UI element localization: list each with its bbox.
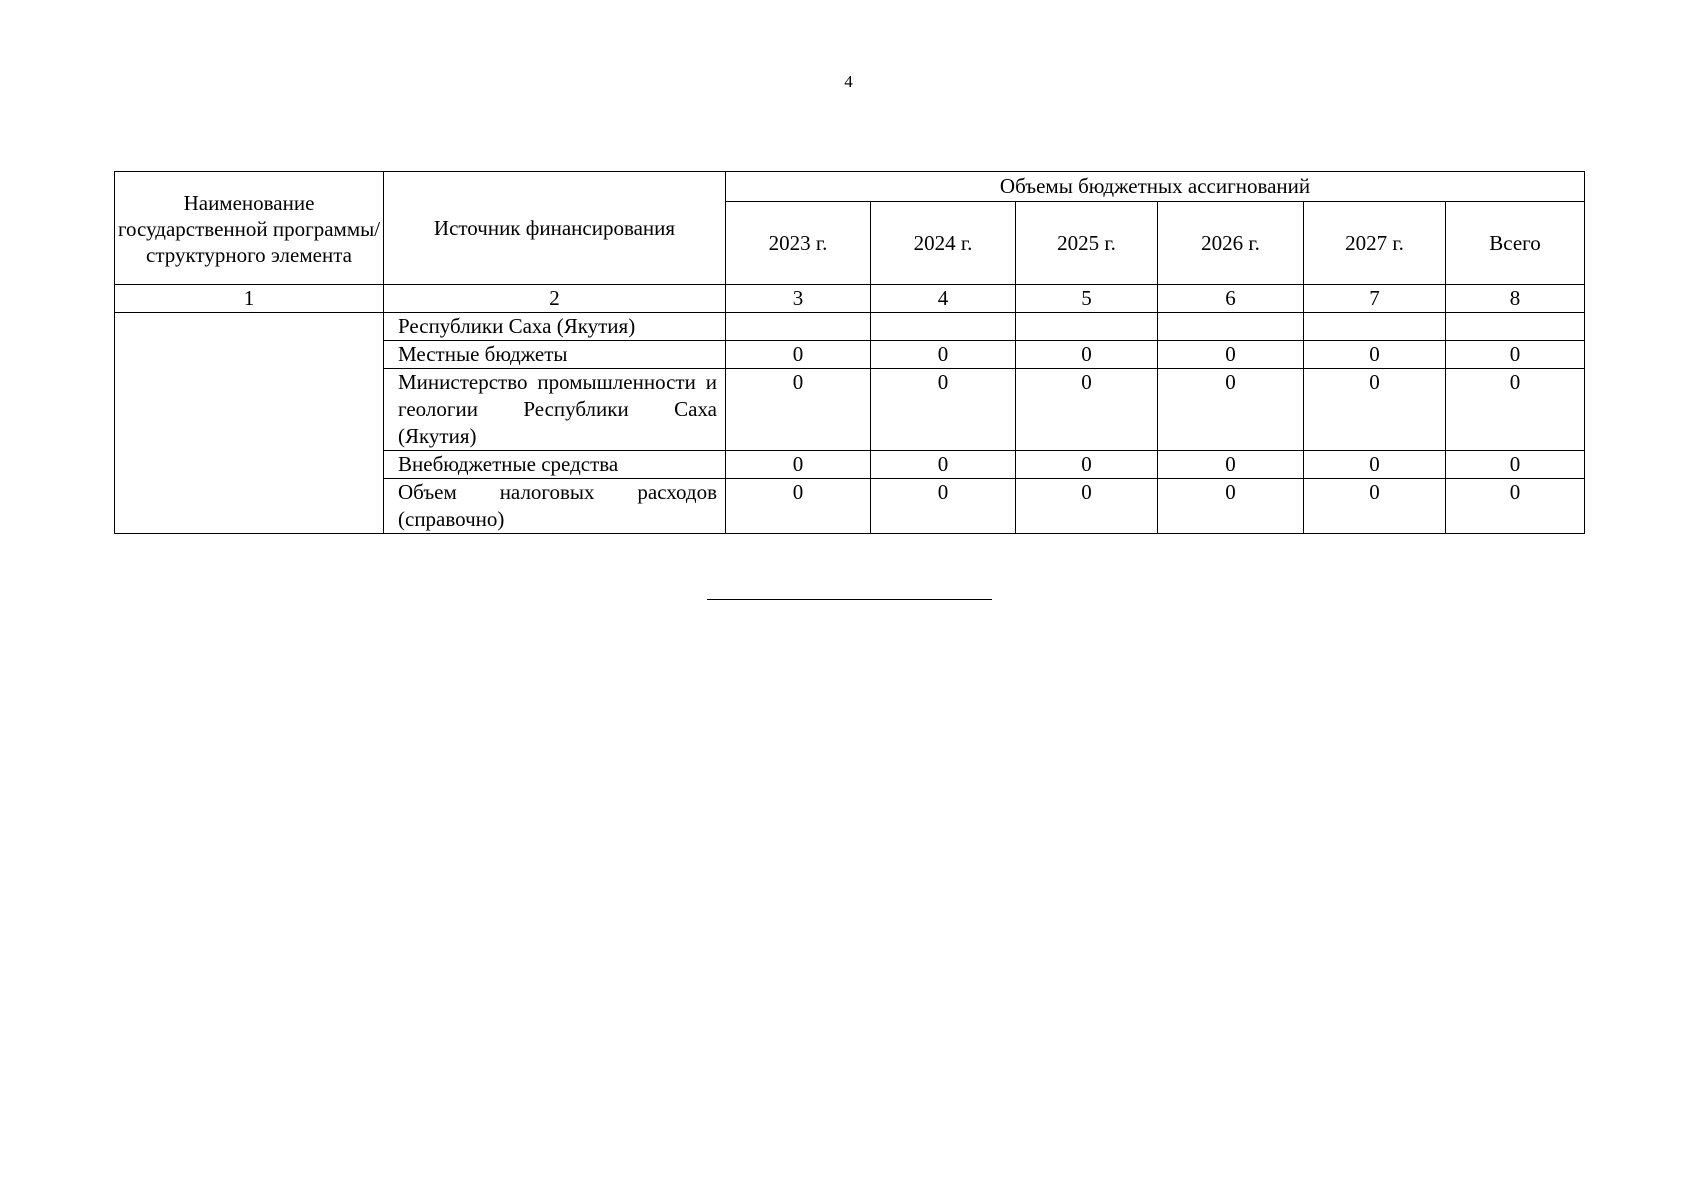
value-cell: [1016, 313, 1158, 341]
column-number: 1: [115, 285, 384, 313]
value-cell: 0: [726, 479, 871, 534]
value-cell: 0: [726, 341, 871, 369]
value-cell: 0: [871, 451, 1016, 479]
funding-source-cell: Министерство промышленности и геологии Республики Саха (Якутия): [384, 369, 726, 451]
value-cell: [1158, 313, 1304, 341]
value-cell: 0: [1158, 369, 1304, 451]
value-cell: 0: [1304, 369, 1446, 451]
value-cell: 0: [1446, 479, 1585, 534]
column-number: 3: [726, 285, 871, 313]
header-year-2025: 2025 г.: [1016, 202, 1158, 285]
header-program-name: Наименование государственной программы/ структурного элемента: [115, 172, 384, 285]
value-cell: 0: [1304, 341, 1446, 369]
funding-source-cell: Республики Саха (Якутия): [384, 313, 726, 341]
value-cell: 0: [1158, 451, 1304, 479]
column-number: 7: [1304, 285, 1446, 313]
value-cell: [1304, 313, 1446, 341]
program-name-cell: [115, 313, 384, 534]
header-year-2026: 2026 г.: [1158, 202, 1304, 285]
column-number: 5: [1016, 285, 1158, 313]
value-cell: 0: [1304, 451, 1446, 479]
value-cell: 0: [1446, 341, 1585, 369]
end-of-document-rule: [707, 599, 992, 600]
header-year-2024: 2024 г.: [871, 202, 1016, 285]
value-cell: 0: [871, 369, 1016, 451]
header-funding-source: Источник финансирования: [384, 172, 726, 285]
header-allocations-group: Объемы бюджетных ассигнований: [726, 172, 1585, 202]
value-cell: [1446, 313, 1585, 341]
value-cell: 0: [1446, 451, 1585, 479]
value-cell: 0: [1158, 479, 1304, 534]
funding-source-cell: Объем налоговых расходов (справочно): [384, 479, 726, 534]
value-cell: 0: [1158, 341, 1304, 369]
table-row: [115, 313, 1585, 341]
column-number: 2: [384, 285, 726, 313]
column-number: 6: [1158, 285, 1304, 313]
value-cell: 0: [726, 451, 871, 479]
value-cell: 0: [1016, 341, 1158, 369]
value-cell: [726, 313, 871, 341]
column-number: 4: [871, 285, 1016, 313]
value-cell: 0: [1016, 369, 1158, 451]
value-cell: 0: [871, 479, 1016, 534]
header-year-2027: 2027 г.: [1304, 202, 1446, 285]
value-cell: 0: [1016, 451, 1158, 479]
page-number: 4: [844, 72, 853, 91]
value-cell: 0: [871, 341, 1016, 369]
column-number-row: [115, 285, 1585, 313]
column-number: 8: [1446, 285, 1585, 313]
header-total: Всего: [1446, 202, 1585, 285]
value-cell: 0: [1446, 369, 1585, 451]
header-row-top: [115, 172, 1585, 202]
value-cell: 0: [1016, 479, 1158, 534]
value-cell: 0: [726, 369, 871, 451]
header-year-2023: 2023 г.: [726, 202, 871, 285]
value-cell: [871, 313, 1016, 341]
budget-allocations-table: [114, 171, 1585, 534]
funding-source-cell: Внебюджетные средства: [384, 451, 726, 479]
funding-source-cell: Местные бюджеты: [384, 341, 726, 369]
value-cell: 0: [1304, 479, 1446, 534]
